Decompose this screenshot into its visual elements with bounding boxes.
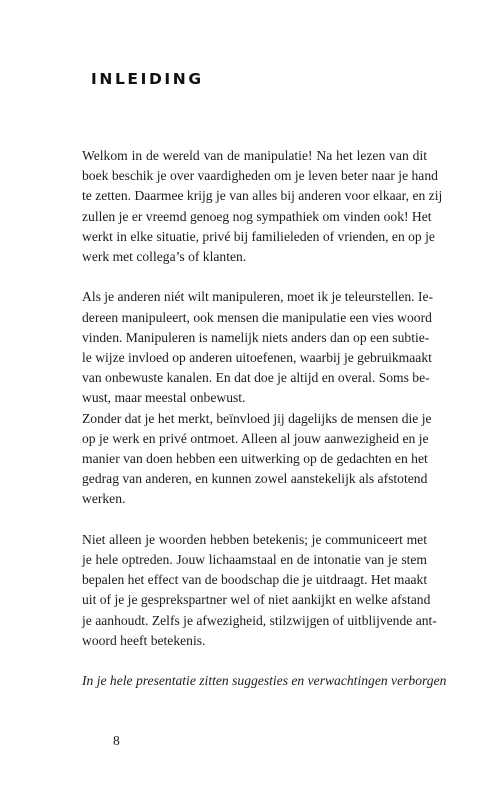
text-line: wust, maar meestal onbewust. <box>82 390 246 406</box>
paragraph-gap <box>82 267 427 287</box>
text-line: gedrag van anderen, en kunnen zowel aanstekelijk als afstotend <box>82 471 428 487</box>
text-line: Welkom in de wereld van de manipulatie! Na het lezen van dit <box>82 148 427 163</box>
text-line: van onbewuste kanalen. En dat doe je altijd en overal. Soms be- <box>82 370 430 386</box>
text-line: vinden. Manipuleren is namelijk niets anders dan op een subtie- <box>82 329 430 345</box>
text-line: Niet alleen je woorden hebben betekenis; je communiceert met <box>82 531 427 547</box>
text-line: dereen manipuleert, ook mensen die manipulatie een vies woord <box>82 309 432 325</box>
body-text <box>82 146 447 691</box>
chapter-heading: INLEIDING <box>91 70 204 88</box>
paragraph-gap <box>82 651 427 671</box>
text-line: je aanhoudt. Zelfs je afwezigheid, stilzwijgen of uitblijvende ant- <box>82 612 437 628</box>
text-line: boek beschik je over vaardigheden om je leven beter naar je hand <box>82 168 438 184</box>
page-number: 8 <box>113 733 120 748</box>
text-line: manier van doen hebben een uitwerking op de gedachten en het <box>82 451 428 467</box>
text-line: Zonder dat je het merkt, beïnvloed jij dagelijks de mensen die je <box>82 410 432 426</box>
text-line: bepalen het effect van de boodschap die je uitdraagt. Het maakt <box>82 572 428 588</box>
text-line: Als je anderen niét wilt manipuleren, moet ik je teleurstellen. Ie- <box>82 289 434 305</box>
text-line: woord heeft betekenis. <box>82 632 206 648</box>
text-line: op je werk en privé ontmoet. Alleen al jouw aanwezigheid en je <box>82 430 429 446</box>
text-line-italic: In je hele presentatie zitten suggesties en verwachtingen verborgen <box>82 673 447 689</box>
text-line: je hele optreden. Jouw lichaamstaal en de intonatie van je stem <box>82 552 427 568</box>
text-line: le wijze invloed op anderen uitoefenen, waarbij je gebruikmaakt <box>82 350 432 366</box>
text-line: te zetten. Daarmee krijg je van alles bij anderen voor elkaar, en zij <box>82 188 443 204</box>
text-line: werk met collega’s of klanten. <box>82 249 247 265</box>
text-line: werken. <box>82 491 126 507</box>
text-line: uit of je je gesprekspartner wel of niet aankijkt en welke afstand <box>82 592 431 608</box>
paragraph-gap <box>82 510 427 530</box>
text-line: zullen je er vreemd genoeg nog sympathiek om vinden ook! Het <box>82 208 432 224</box>
text-line: werkt in elke situatie, privé bij familieleden of vrienden, en op je <box>82 228 435 244</box>
